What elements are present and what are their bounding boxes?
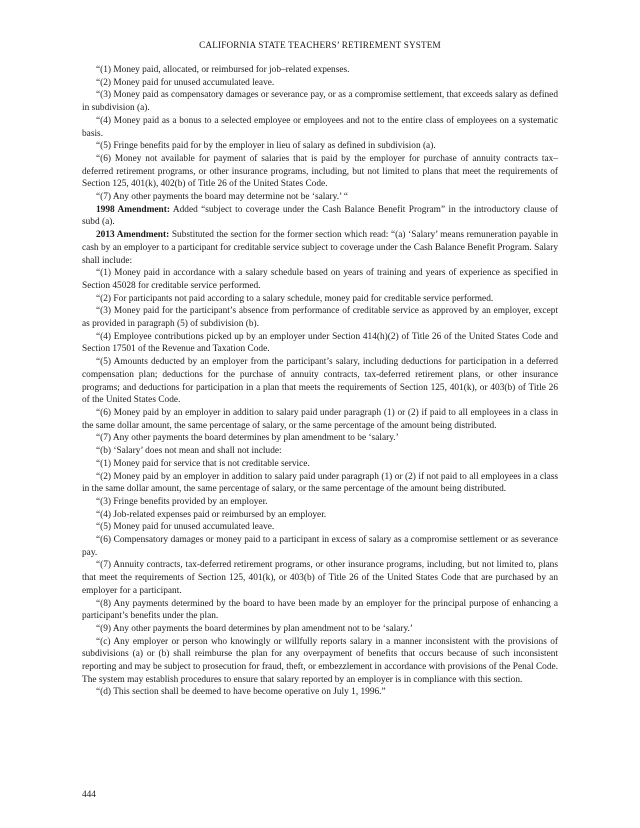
statute-paragraph [82, 77, 558, 90]
statute-paragraph [82, 432, 558, 445]
statute-paragraph [82, 445, 558, 458]
page-number: 444 [82, 790, 96, 800]
statute-paragraph [82, 686, 558, 699]
paragraph-text: “(8) Any payments determined by the board to have been made by an employer for the principal purpose of enhancing a participant’s benefits under the plan. [82, 598, 558, 622]
statute-paragraph [82, 305, 558, 330]
statute-paragraph [82, 496, 558, 509]
paragraph-text: “(6) Money paid by an employer in addition to salary paid under paragraph (1) or (2) if paid to all employees in a class in the same dollar amount, the same percentage of salary, or the same percentage of the amount being distributed. [82, 407, 558, 431]
statute-paragraph [82, 64, 558, 77]
paragraph-text: “(5) Fringe benefits paid for by the employer in lieu of salary as defined in subdivision (a). [96, 141, 436, 152]
paragraph-text: “(c) Any employer or person who knowingly or willfully reports salary in a manner inconsistent with the provisions of subdivisions (a) or (b) shall reimburse the plan for any overpayment of benefits that occurs because of such inconsistent reporting and may be subject to prosecution for fraud, theft, or embezzlement in accordance with provisions of the Penal Code. The system may establish procedures to ensure that salary reported by an employer is in compliance with this section. [82, 636, 558, 685]
amendment-paragraph [82, 204, 558, 229]
running-header: CALIFORNIA STATE TEACHERS’ RETIREMENT SYSTEM [199, 40, 441, 50]
paragraph-text: “(d) This section shall be deemed to have become operative on July 1, 1996.” [96, 687, 386, 698]
statute-paragraph [82, 356, 558, 407]
paragraph-text: “(5) Amounts deducted by an employer from the participant’s salary, including deductions for participation in a deferred compensation plan; deductions for the purchase of annuity contracts, tax-deferred retirement plans, or other insurance programs; and deductions for participation in a plan that meets the requirements of Section 125, 401(k), or 403(b) of Title 26 of the United States Code. [82, 357, 558, 406]
paragraph-text: “(2) For participants not paid according to a salary schedule, money paid for creditable service performed. [96, 293, 494, 304]
paragraph-text: “(4) Money paid as a bonus to a selected employee or employees and not to the entire class of employees on a systematic basis. [82, 115, 558, 139]
statute-paragraph [82, 636, 558, 687]
paragraph-text: “(1) Money paid, allocated, or reimbursed for job–related expenses. [96, 65, 350, 75]
paragraph-text: “(3) Money paid for the participant’s absence from performance of creditable service as approved by an employer, except as provided in paragraph (5) of subdivision (b). [82, 306, 558, 330]
amendment-heading: 2013 Amendment: [96, 230, 170, 241]
statute-paragraph [82, 267, 558, 292]
paragraph-text: “(1) Money paid in accordance with a salary schedule based on years of training and years of experience as specified in Section 45028 for creditable service performed. [82, 268, 558, 291]
paragraph-text: “(4) Job-related expenses paid or reimbursed by an employer. [96, 509, 327, 520]
paragraph-text: “(6) Money not available for payment of salaries that is paid by the employer for purchase of annuity contracts tax–deferred retirement programs, or other insurance programs, including, but not limited to plans that meet the requirements of Section 125, 401(k), 402(b) of Title 26 of the United States Code. [82, 153, 558, 190]
paragraph-text: Substituted the section for the former section which read: “(a) ‘Salary’ means remuneration payable in cash by an employer to a participant for creditable service subject to coverage under the Cash Balance Benefit Program. Salary shall include: [82, 230, 558, 266]
paragraph-text: “(9) Any other payments the board determines by plan amendment not to be ‘salary.’ [96, 623, 413, 634]
statute-paragraph [82, 191, 558, 204]
paragraph-text: “(7) Any other payments the board may determine not be ‘salary.’ “ [96, 192, 348, 203]
body-text [82, 64, 558, 699]
paragraph-text: “(2) Money paid for unused accumulated leave. [96, 77, 275, 88]
statute-paragraph [82, 534, 558, 559]
statute-paragraph [82, 89, 558, 114]
statute-paragraph [82, 407, 558, 432]
statute-paragraph [82, 559, 558, 597]
paragraph-text: “(1) Money paid for service that is not creditable service. [96, 458, 310, 469]
statute-paragraph [82, 521, 558, 534]
paragraph-text: “(7) Annuity contracts, tax-deferred retirement programs, or other insurance programs, including, but not limited to, plans that meet the requirements of Section 125, 401(k), or 403(b) of Title 26 of the United States Code that are purchased by an employer for a participant. [82, 560, 558, 596]
paragraph-text: “(4) Employee contributions picked up by an employer under Section 414(h)(2) of Title 26 of the United States Code and Section 17501 of the Revenue and Taxation Code. [82, 331, 558, 355]
statute-paragraph [82, 458, 558, 471]
paragraph-text: “(5) Money paid for unused accumulated leave. [96, 522, 275, 533]
amendment-paragraph [82, 229, 558, 267]
paragraph-text: “(2) Money paid by an employer in addition to salary paid under paragraph (1) or (2) if not paid to all employees in a class in the same dollar amount, the same percentage of salary, or the same percentage of the amount being distributed. [82, 471, 558, 495]
statute-paragraph [82, 509, 558, 522]
statute-paragraph [82, 115, 558, 140]
paragraph-text: Added “subject to coverage under the Cash Balance Benefit Program” in the introductory clause of subd (a). [82, 204, 558, 228]
statute-paragraph [82, 471, 558, 496]
paragraph-text: “(6) Compensatory damages or money paid to a participant in excess of salary as a compromise settlement or as severance pay. [82, 535, 558, 558]
statute-paragraph [82, 153, 558, 191]
statute-paragraph [82, 140, 558, 153]
paragraph-text: “(3) Money paid as compensatory damages or severance pay, or as a compromise settlement, that exceeds salary as defined in subdivision (a). [82, 90, 558, 114]
statute-paragraph [82, 293, 558, 306]
statute-paragraph [82, 623, 558, 636]
statute-paragraph [82, 598, 558, 623]
paragraph-text: “(7) Any other payments the board determines by plan amendment to be ‘salary.’ [96, 433, 399, 444]
amendment-heading: 1998 Amendment: [96, 204, 170, 215]
statute-paragraph [82, 331, 558, 356]
paragraph-text: “(3) Fringe benefits provided by an employer. [96, 496, 268, 507]
paragraph-text: “(b) ‘Salary’ does not mean and shall not include: [96, 446, 282, 457]
